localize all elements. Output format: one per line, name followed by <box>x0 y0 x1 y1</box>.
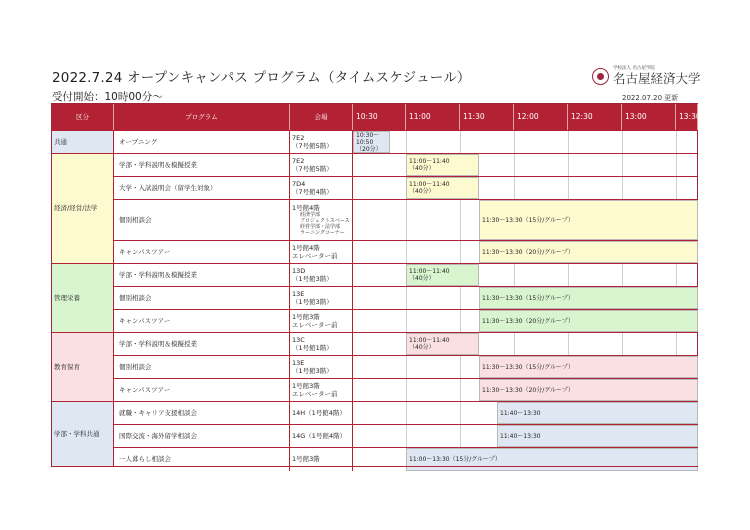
reception-time: 受付開始：10時00分〜 <box>52 91 163 103</box>
venue-cell <box>290 130 353 153</box>
program-name: キャンパスツアー <box>114 240 290 263</box>
schedule-bar <box>497 425 698 447</box>
venue-line: 1号館3階 <box>292 312 320 321</box>
logo-small-text: 学校法人 名古屋学院 <box>613 66 655 71</box>
venue-line: 7E2 <box>292 133 305 142</box>
venue-cell <box>290 176 353 199</box>
venue-cell <box>290 447 353 471</box>
page-title: 2022.7.24 オープンキャンパス プログラム（タイムスケジュール） <box>52 70 471 86</box>
schedule-bar <box>497 402 698 424</box>
bar-label: 11:30〜13:30（20分/グループ） <box>482 386 574 394</box>
header-category: 区分 <box>52 104 114 130</box>
venue-line: （1号館3階） <box>292 366 333 375</box>
schedule-bar <box>479 200 698 240</box>
bar-label: 11:30〜13:30（20分/グループ） <box>482 317 574 325</box>
venue-line: 7E2 <box>292 156 305 165</box>
program-name: 学部・学科説明＆模擬授業 <box>114 263 290 286</box>
venue-line: （7号館5階） <box>292 164 333 173</box>
row-divider <box>114 355 698 356</box>
bar-label: 11:40〜13:30 <box>500 432 541 440</box>
bar-label: 11:00〜13:30（15分/グループ） <box>409 456 501 463</box>
schedule-bar <box>479 379 698 401</box>
bar-label: 11:00〜11:40 <box>409 181 450 188</box>
row-divider <box>52 332 698 333</box>
row-divider <box>52 401 698 402</box>
header-time-1030: 10:30 <box>353 104 406 130</box>
venue-cell <box>290 424 353 447</box>
program-name: 一人暮らし相談会 <box>114 447 290 471</box>
header-time-1130: 11:30 <box>460 104 514 130</box>
venue-line: 13D <box>292 266 306 275</box>
venue-line: エレベーター前 <box>292 251 338 260</box>
schedule-bar <box>406 333 479 355</box>
schedule-bar <box>479 241 698 263</box>
row-divider <box>114 424 698 425</box>
category-cell: 教育保育 <box>52 332 114 401</box>
venue-line: 13E <box>292 289 305 298</box>
program-name: 国際交流・海外留学相談会 <box>114 424 290 447</box>
category-cell: 経済/経営/法学 <box>52 153 114 263</box>
row-divider <box>114 176 698 177</box>
venue-subline: ラーニングコーナー <box>300 229 345 236</box>
venue-line: （1号館1階） <box>292 343 333 352</box>
schedule-bar <box>406 448 698 471</box>
category-cell: 管理栄養 <box>52 263 114 332</box>
row-divider <box>114 447 698 448</box>
venue-line: （1号館3階） <box>292 297 333 306</box>
row-divider <box>52 263 698 264</box>
row-divider <box>114 240 698 241</box>
row-divider <box>114 309 698 310</box>
header-time-1230: 12:30 <box>568 104 622 130</box>
bar-label: 10:50 <box>356 138 374 146</box>
schedule-bar <box>479 310 698 332</box>
university-logo <box>592 66 701 86</box>
venue-cell <box>290 240 353 263</box>
bar-label: （40分） <box>409 165 435 172</box>
schedule-bar <box>406 264 479 286</box>
seal-icon <box>592 68 609 85</box>
schedule-bar <box>479 356 698 378</box>
venue-line: エレベーター前 <box>292 320 338 329</box>
venue-cell <box>290 355 353 378</box>
logo-name: 名古屋経済大学 <box>613 71 701 86</box>
venue-line: 7D4 <box>292 179 306 188</box>
bar-label: 11:30〜13:30（20分/グループ） <box>482 248 574 256</box>
venue-subline: プロジェクトスペース <box>300 217 350 224</box>
row-divider <box>52 130 698 131</box>
venue-line: 1号館4階 <box>292 203 320 212</box>
program-name: キャンパスツアー <box>114 378 290 401</box>
bar-label: 11:30〜13:30（15分/グループ） <box>482 363 574 371</box>
venue-cell <box>290 153 353 176</box>
schedule-table <box>51 103 701 467</box>
venue-line: 13C <box>292 335 305 344</box>
row-divider <box>52 153 698 154</box>
venue-subline: 経済学部 <box>300 211 321 218</box>
bar-label: （40分） <box>409 188 435 195</box>
schedule-bar <box>406 154 479 176</box>
schedule-bar <box>353 131 390 153</box>
venue-line: 14G（1号館4階） <box>292 431 347 440</box>
category-cell: 共通 <box>52 130 114 153</box>
venue-cell <box>290 401 353 424</box>
bar-label: 11:40〜13:30 <box>500 409 541 417</box>
row-divider <box>114 378 698 379</box>
logo-text <box>613 66 701 86</box>
bar-label: （20分） <box>356 145 382 153</box>
program-name: 学部・学科説明＆模擬授業 <box>114 332 290 355</box>
program-name: オープニング <box>114 130 290 153</box>
header-venue: 会場 <box>290 104 353 130</box>
bar-label: 10:30〜 <box>356 131 380 139</box>
schedule-bar <box>406 177 479 199</box>
venue-cell <box>290 332 353 355</box>
venue-cell <box>290 309 353 332</box>
header-time-1330: 13:30 <box>676 104 698 130</box>
program-name: 個別相談会 <box>114 286 290 309</box>
header-time-1200: 12:00 <box>514 104 568 130</box>
venue-line: 1号館4階 <box>292 243 320 252</box>
program-name: 個別相談会 <box>114 355 290 378</box>
venue-cell <box>290 286 353 309</box>
category-cell: 学部・学科共通 <box>52 401 114 466</box>
bar-label: 11:00〜11:40 <box>409 337 450 344</box>
header-program: プログラム <box>114 104 290 130</box>
venue-line: （1号館3階） <box>292 274 333 283</box>
row-divider <box>114 286 698 287</box>
row-divider <box>52 466 698 467</box>
bar-label: （40分） <box>409 275 435 282</box>
venue-line: 1号館3階 <box>292 455 320 463</box>
venue-cell <box>290 199 353 240</box>
bar-label: 11:00〜11:40 <box>409 268 450 275</box>
venue-line: 13E <box>292 358 305 367</box>
venue-cell <box>290 263 353 286</box>
schedule-bar <box>479 287 698 309</box>
program-name: 就職・キャリア支援相談会 <box>114 401 290 424</box>
venue-subline: 経営学部・法学部 <box>300 223 341 230</box>
venue-line: エレベーター前 <box>292 389 338 398</box>
venue-line: （7号館5階） <box>292 141 333 150</box>
updated-date: 2022.07.20 更新 <box>622 94 679 102</box>
venue-line: 1号館3階 <box>292 381 320 390</box>
program-name: 大学・入試説明会（留学生対象） <box>114 176 290 199</box>
bar-label: 11:30〜13:30（15分/グループ） <box>482 216 574 224</box>
venue-line: 14H（1号館4階） <box>292 408 346 417</box>
program-name: 個別相談会 <box>114 199 290 240</box>
program-name: キャンパスツアー <box>114 309 290 332</box>
header-time-1100: 11:00 <box>406 104 460 130</box>
bar-label: （40分） <box>409 344 435 351</box>
header-time-1300: 13:00 <box>622 104 676 130</box>
row-divider <box>114 199 698 200</box>
venue-cell <box>290 378 353 401</box>
program-name: 学部・学科説明＆模擬授業 <box>114 153 290 176</box>
bar-label: 11:00〜11:40 <box>409 158 450 165</box>
venue-line: （7号館4階） <box>292 187 333 196</box>
bar-label: 11:30〜13:30（15分/グループ） <box>482 294 574 302</box>
